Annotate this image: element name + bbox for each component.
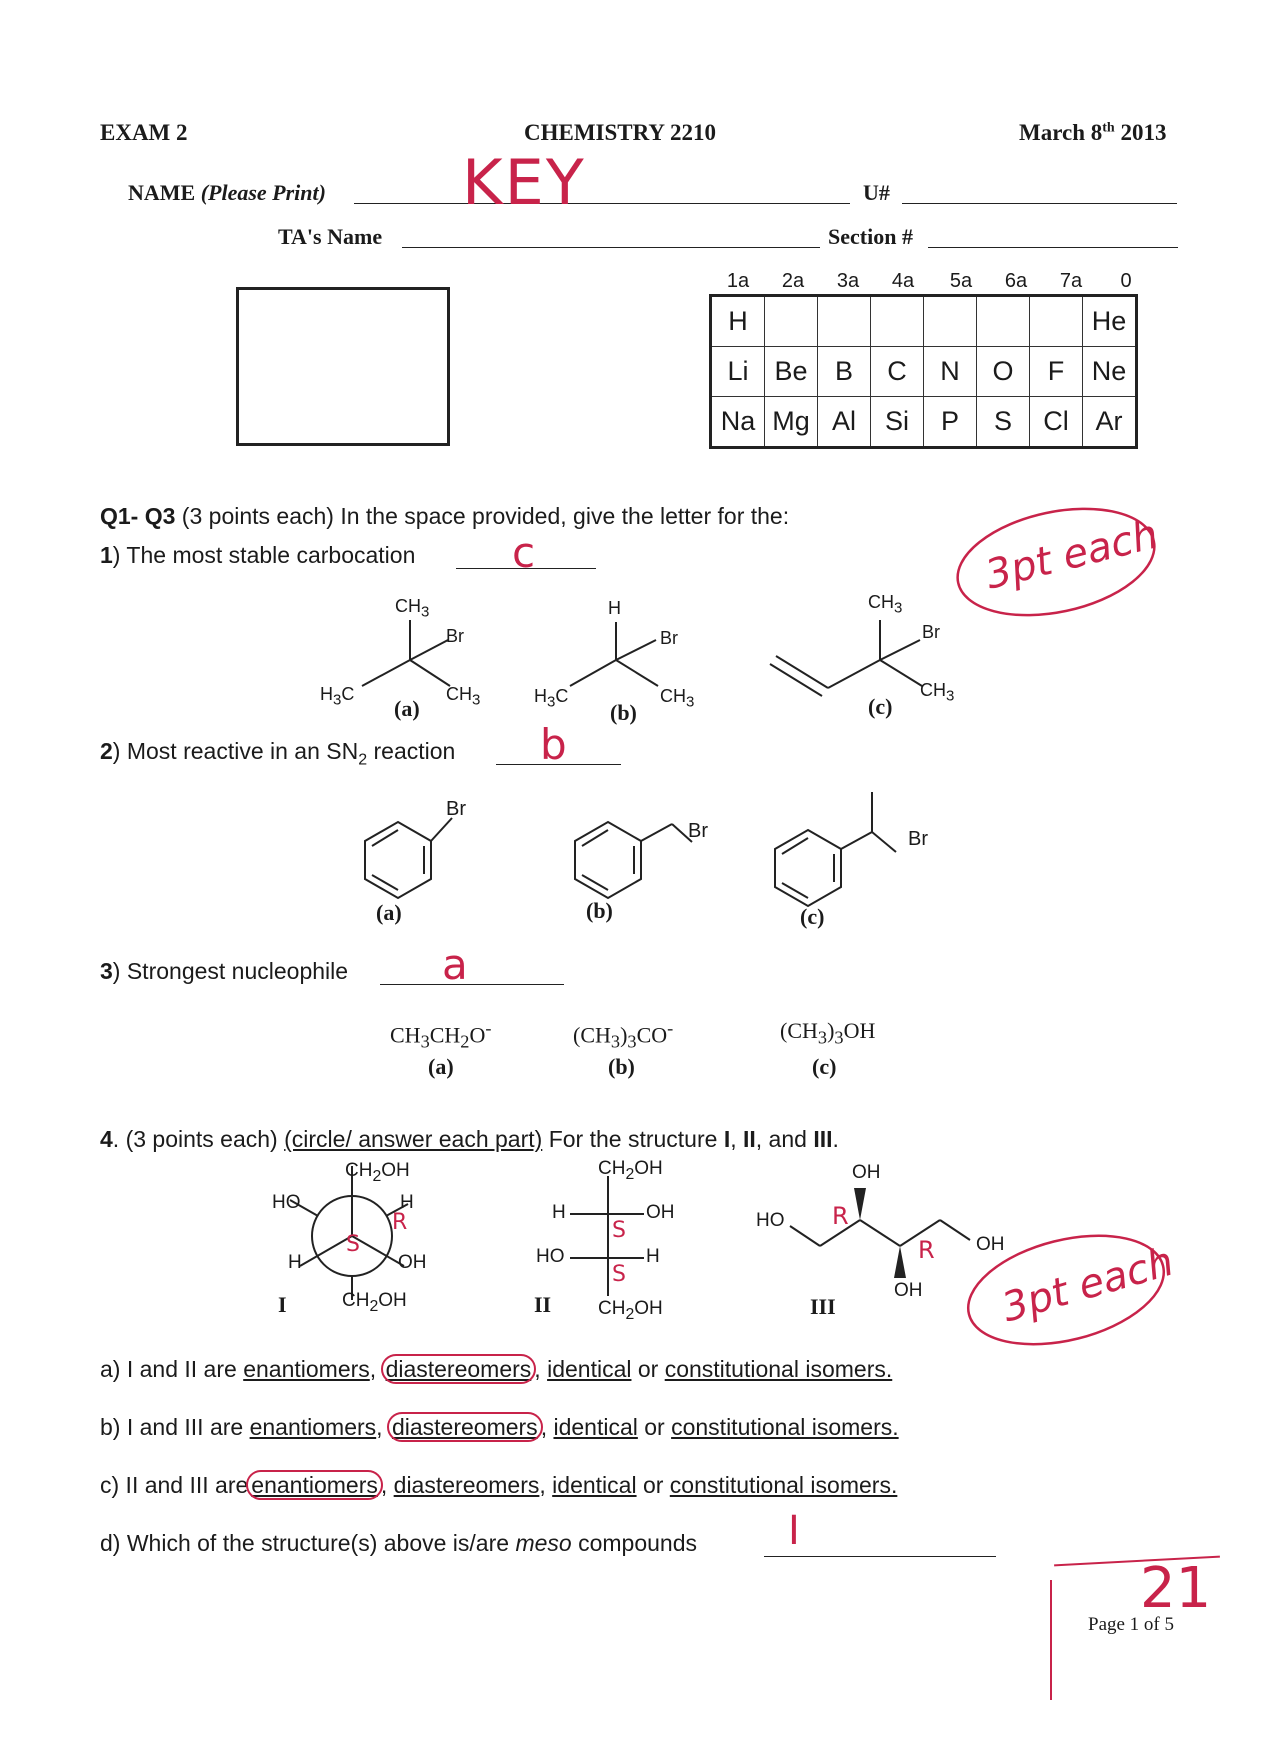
element-cell: [977, 296, 1030, 347]
q1-q3-intro: Q1- Q3 (3 points each) In the space provided, give the letter for the:: [100, 503, 790, 529]
q1-label-b: (b): [610, 700, 637, 725]
atom-label: H: [400, 1192, 414, 1213]
element-cell: N: [924, 347, 977, 397]
atom-label: Br: [446, 626, 464, 646]
group-label: 4a: [891, 270, 915, 292]
element-cell: He: [1083, 296, 1137, 347]
q4-d-answer: I: [788, 1508, 800, 1554]
nucleophile-c: $(CH_3)_3OH$: [780, 1018, 876, 1048]
atom-label: $CH_2OH$: [598, 1298, 663, 1323]
group-label: 6a: [1004, 270, 1028, 292]
element-cell: Al: [818, 397, 871, 448]
element-cell: C: [871, 347, 924, 397]
score-divider: [1050, 1580, 1052, 1700]
q4-part-d: d) Which of the structure(s) above is/are meso compounds: [100, 1530, 697, 1556]
q1-answer: c: [512, 528, 536, 577]
nucleophile-a: $CH_3CH_2O^-$: [390, 1018, 492, 1052]
nucleophile-b: $(CH_3)_3CO^-$: [573, 1018, 674, 1052]
atom-label: OH: [976, 1234, 1005, 1255]
atom-label: $H_3C$: [320, 684, 355, 709]
score-note: 3pt each: [997, 1238, 1179, 1332]
atom-label: Br: [660, 628, 678, 648]
config-mark-r: R: [392, 1210, 408, 1235]
ta-name-label: TA's Name: [278, 224, 383, 249]
q2-label-b: (b): [586, 898, 613, 923]
atom-label: $H_3C$: [534, 686, 569, 711]
name-answer: KEY: [462, 146, 586, 219]
u-number-line[interactable]: [902, 203, 1177, 204]
q1-prompt: 1) The most stable carbocation: [100, 542, 416, 568]
element-cell: [1030, 296, 1083, 347]
structure-label-iii: III: [810, 1294, 836, 1319]
q1-label-c: (c): [868, 694, 893, 719]
name-line[interactable]: [354, 203, 850, 204]
atom-label: H: [608, 598, 621, 618]
circled-answer: diastereomers: [383, 1356, 535, 1382]
course-title: CHEMISTRY 2210: [524, 120, 716, 145]
element-cell: [924, 296, 977, 347]
q4-prompt: 4. (3 points each) (circle/ answer each part) For the structure I, II, and III.: [100, 1126, 839, 1152]
atom-label: Br: [908, 828, 928, 850]
atom-label: Br: [446, 798, 466, 820]
section-label: Section #: [828, 224, 913, 249]
atom-label: H: [646, 1246, 660, 1267]
element-cell: O: [977, 347, 1030, 397]
q4-d-answer-line[interactable]: [764, 1556, 996, 1557]
element-cell: [871, 296, 924, 347]
atom-label: HO: [536, 1246, 565, 1267]
element-cell: H: [711, 296, 765, 347]
q4-part-b: b) I and III are enantiomers, diastereomers , identical or constitutional isomers.: [100, 1414, 899, 1440]
atom-label: $CH_3$: [660, 686, 695, 711]
q2-structures: [330, 790, 970, 930]
element-cell: Si: [871, 397, 924, 448]
section-line[interactable]: [928, 247, 1178, 248]
ta-name-line[interactable]: [402, 247, 820, 248]
atom-label: HO: [272, 1192, 301, 1213]
atom-label: $CH_3$: [868, 592, 903, 617]
atom-label: H: [288, 1252, 302, 1273]
atom-label: Br: [688, 820, 708, 842]
atom-label: $CH_3$: [920, 680, 955, 705]
element-cell: [818, 296, 871, 347]
circled-answer: diastereomers: [389, 1414, 541, 1440]
group-label: 7a: [1059, 270, 1083, 292]
structure-label-i: I: [278, 1292, 287, 1317]
q4-part-c: c) II and III are enantiomers , diastereomers, identical or constitutional isomers.: [100, 1472, 898, 1498]
q1-label-a: (a): [394, 696, 420, 721]
q3-prompt: 3) Strongest nucleophile: [100, 958, 349, 984]
config-mark-s: S: [346, 1232, 360, 1257]
score-box: [236, 287, 450, 446]
exam-title: EXAM 2: [100, 120, 188, 145]
element-cell: Cl: [1030, 397, 1083, 448]
total-score: 21: [1140, 1556, 1212, 1621]
config-mark-s: S: [612, 1262, 626, 1287]
element-cell: Mg: [765, 397, 818, 448]
element-cell: Be: [765, 347, 818, 397]
score-note: 3pt each: [981, 511, 1163, 599]
q3-label-a: (a): [428, 1054, 454, 1079]
q2-label-c: (c): [800, 904, 825, 929]
group-label: 1a: [726, 270, 750, 292]
config-mark-s: S: [612, 1218, 626, 1243]
element-cell: P: [924, 397, 977, 448]
atom-label: $CH_2OH$: [342, 1290, 407, 1315]
atom-label: H: [552, 1202, 566, 1223]
atom-label: OH: [646, 1202, 675, 1223]
exam-date: March 8th 2013: [1019, 120, 1167, 145]
element-cell: F: [1030, 347, 1083, 397]
element-cell: Na: [711, 397, 765, 448]
q4-part-a: a) I and II are enantiomers, diastereomers , identical or constitutional isomers.: [100, 1356, 893, 1382]
structure-label-ii: II: [534, 1292, 552, 1317]
atom-label: OH: [398, 1252, 427, 1273]
element-cell: Li: [711, 347, 765, 397]
q3-label-b: (b): [608, 1054, 635, 1079]
q3-answer-line[interactable]: [380, 984, 564, 985]
config-mark-r: R: [918, 1236, 935, 1264]
q3-label-c: (c): [812, 1054, 837, 1079]
atom-label: Br: [922, 622, 940, 642]
element-cell: [765, 296, 818, 347]
element-cell: Ne: [1083, 347, 1137, 397]
element-cell: S: [977, 397, 1030, 448]
atom-label: $CH_2OH$: [598, 1158, 663, 1183]
q2-prompt: 2) Most reactive in an $SN_2$ reaction: [100, 738, 456, 769]
circled-answer: enantiomers: [248, 1472, 381, 1498]
group-label: 3a: [836, 270, 860, 292]
periodic-table: [709, 294, 1138, 449]
atom-label: $CH_3$: [395, 596, 430, 621]
q2-label-a: (a): [376, 900, 402, 925]
atom-label: $CH_2OH$: [345, 1160, 410, 1185]
q3-answer: a: [442, 940, 468, 989]
element-cell: Ar: [1083, 397, 1137, 448]
atom-label: $CH_3$: [446, 684, 481, 709]
q2-answer: b: [540, 720, 567, 769]
group-label: 2a: [781, 270, 805, 292]
name-label: NAME (Please Print): [128, 180, 326, 205]
page-number: Page 1 of 5: [1088, 1614, 1175, 1635]
element-cell: B: [818, 347, 871, 397]
u-number-label: U#: [863, 180, 890, 205]
atom-label: OH: [894, 1280, 923, 1301]
group-label: 5a: [949, 270, 973, 292]
atom-label: HO: [756, 1210, 785, 1231]
config-mark-r: R: [832, 1202, 849, 1230]
group-label: 0: [1120, 270, 1132, 292]
atom-label: OH: [852, 1162, 881, 1183]
